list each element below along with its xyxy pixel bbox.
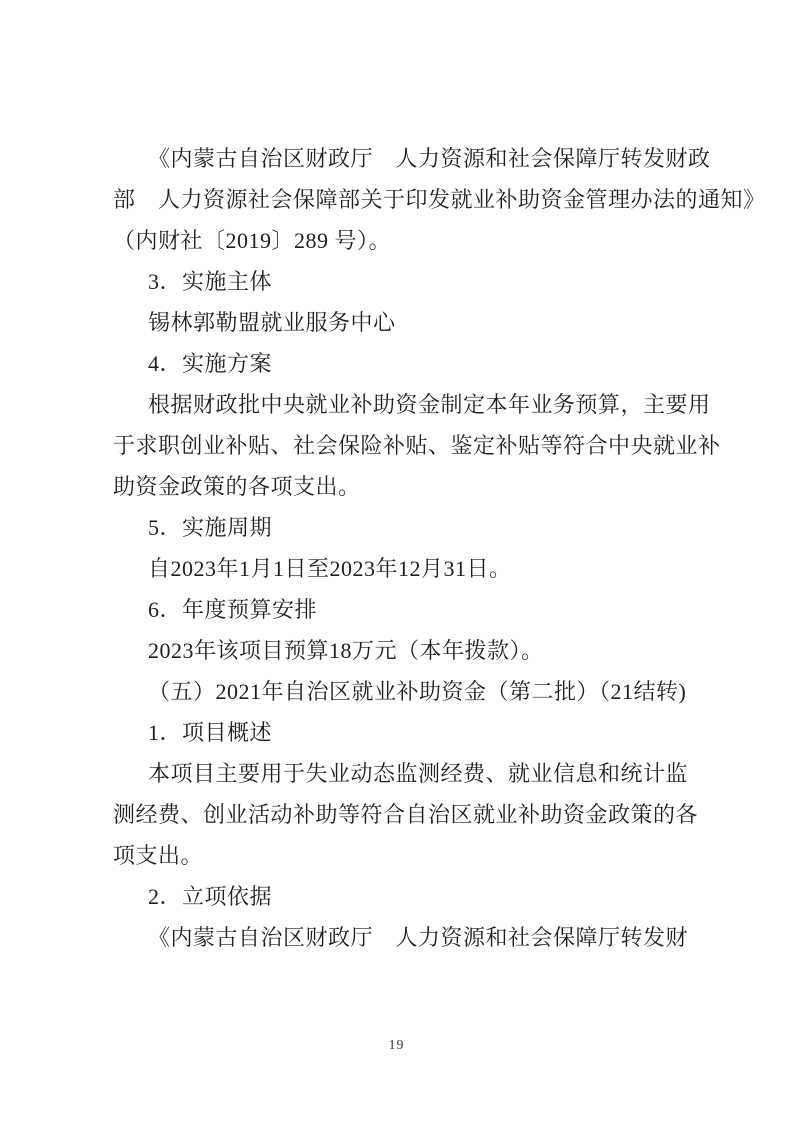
text-line: 助资金政策的各项支出。	[113, 474, 361, 499]
document-body	[113, 138, 766, 958]
text-line: 《内蒙古自治区财政厅 人力资源和社会保障厅转发财	[148, 925, 689, 950]
text-line: 《内蒙古自治区财政厅 人力资源和社会保障厅转发财政	[148, 146, 711, 171]
heading-line: 6．年度预算安排	[148, 597, 318, 622]
text-line: 于求职创业补贴、社会保险补贴、鉴定补贴等符合中央就业补	[113, 433, 721, 458]
heading-line: 1．项目概述	[148, 720, 273, 745]
text-line: 部 人力资源社会保障部关于印发就业补助资金管理办法的通知》	[113, 187, 766, 212]
text-line: 项支出。	[113, 843, 204, 868]
heading-line: 4．实施方案	[148, 351, 273, 376]
heading-line: 3．实施主体	[148, 269, 273, 294]
text-line: （内财社〔2019〕289 号）。	[113, 228, 392, 253]
text-line: 自2023年1月1日至2023年12月31日。	[148, 556, 512, 581]
heading-line: 2．立项依据	[148, 884, 273, 909]
text-line: 根据财政批中央就业补助资金制定本年业务预算，主要用	[148, 392, 711, 417]
heading-line: 5．实施周期	[148, 515, 273, 540]
text-line: 锡林郭勒盟就业服务中心	[148, 310, 396, 335]
text-line: 2023年该项目预算18万元（本年拨款）。	[148, 638, 544, 663]
text-line: 测经费、创业活动补助等符合自治区就业补助资金政策的各	[113, 802, 699, 827]
page-number: 19	[388, 1038, 405, 1053]
text-line: 本项目主要用于失业动态监测经费、就业信息和统计监	[148, 761, 689, 786]
section-heading-line: （五）2021年自治区就业补助资金（第二批）（21结转)	[148, 679, 687, 704]
